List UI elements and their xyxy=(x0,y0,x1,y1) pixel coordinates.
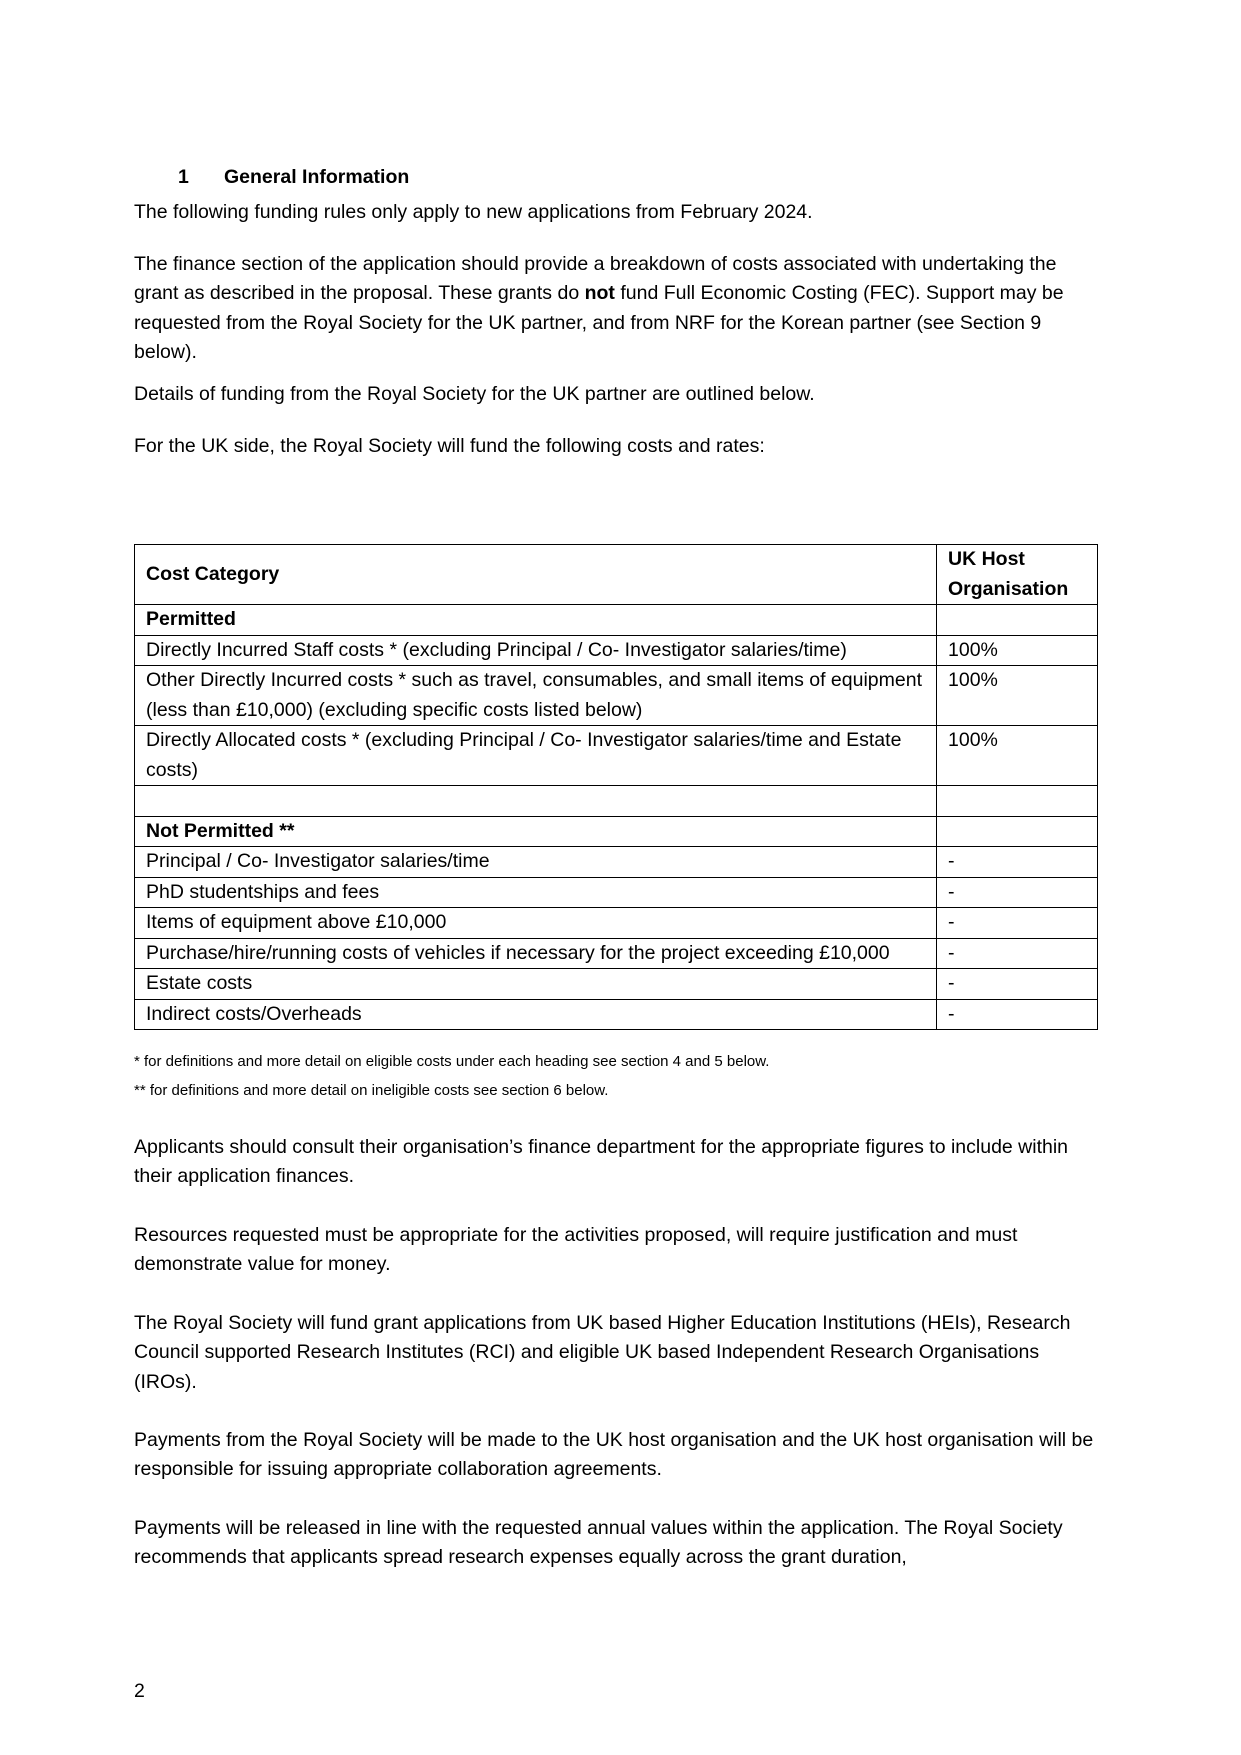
cost-category-cell: Indirect costs/Overheads xyxy=(135,999,937,1030)
empty-cell xyxy=(937,816,1098,847)
paragraph-consult-finance: Applicants should consult their organisation’s finance department for the appropriate figures to include within their application finances. xyxy=(134,1136,1069,1188)
table-row xyxy=(135,938,1098,969)
cost-category-cell: Purchase/hire/running costs of vehicles if necessary for the project exceeding £10,000 xyxy=(135,938,937,969)
paragraph-payments-host: Payments from the Royal Society will be made to the UK host organisation and the UK host organisation will be responsible for issuing appropriate collaboration agreements. xyxy=(134,1429,1094,1481)
table-section-row-permitted xyxy=(135,605,1098,636)
cost-category-cell: Other Directly Incurred costs * such as travel, consumables, and small items of equipment (less than £10,000) (excluding specific costs listed below) xyxy=(135,666,937,726)
cost-category-cell: Principal / Co- Investigator salaries/time xyxy=(135,847,937,878)
paragraph-uk-side-costs: For the UK side, the Royal Society will fund the following costs and rates: xyxy=(134,435,765,457)
page-number: 2 xyxy=(134,1680,145,1702)
host-rate-cell: 100% xyxy=(937,666,1098,726)
table-row xyxy=(135,666,1098,726)
paragraph-finance-text-end: fund Full Economic Costing (FEC). Support may be requested from the Royal Society for the UK partner, and from NRF for the Korean partner (see Section 9 below). xyxy=(134,282,1064,363)
section-number: 1 xyxy=(178,166,189,188)
footnote-ineligible-costs: ** for definitions and more detail on ineligible costs see section 6 below. xyxy=(134,1082,609,1099)
permitted-label: Permitted xyxy=(135,605,937,636)
header-uk-host-organisation: UK Host Organisation xyxy=(937,545,1098,605)
host-rate-cell: - xyxy=(937,999,1098,1030)
cost-category-cell: Directly Incurred Staff costs * (excluding Principal / Co- Investigator salaries/time) xyxy=(135,635,937,666)
table-row xyxy=(135,847,1098,878)
paragraph-uk-partner-details: Details of funding from the Royal Society for the UK partner are outlined below. xyxy=(134,383,815,405)
table-row xyxy=(135,999,1098,1030)
paragraph-finance-text-start: The finance section of the application should provide a breakdown of costs associated with undertaking the grant as described in the proposal. These grants do xyxy=(134,253,1057,305)
cost-category-cell: Directly Allocated costs * (excluding Principal / Co- Investigator salaries/time and Estate costs) xyxy=(135,726,937,786)
header-cost-category: Cost Category xyxy=(135,545,937,605)
table-row xyxy=(135,635,1098,666)
host-rate-cell: 100% xyxy=(937,726,1098,786)
section-heading xyxy=(178,166,409,189)
section-title: General Information xyxy=(224,166,410,188)
paragraph-finance-section xyxy=(134,250,1094,367)
table-row xyxy=(135,726,1098,786)
empty-cell xyxy=(937,786,1098,817)
emphasis-not: not xyxy=(584,282,615,305)
paragraph-eligible-institutions: The Royal Society will fund grant applications from UK based Higher Education Institutions (HEIs), Research Council supported Research Institutes (RCI) and eligible UK based Independent Research Organisations (IROs). xyxy=(134,1312,1071,1393)
host-rate-cell: - xyxy=(937,908,1098,939)
table-header-row xyxy=(135,545,1098,605)
table-blank-row xyxy=(135,786,1098,817)
host-rate-cell: - xyxy=(937,877,1098,908)
host-rate-cell: - xyxy=(937,847,1098,878)
table-section-row-not-permitted xyxy=(135,816,1098,847)
paragraph-funding-rules: The following funding rules only apply to new applications from February 2024. xyxy=(134,201,813,223)
empty-cell xyxy=(135,786,937,817)
host-rate-cell: 100% xyxy=(937,635,1098,666)
cost-category-cell: Estate costs xyxy=(135,969,937,1000)
table-row xyxy=(135,969,1098,1000)
not-permitted-label: Not Permitted ** xyxy=(135,816,937,847)
host-rate-cell: - xyxy=(937,938,1098,969)
host-rate-cell: - xyxy=(937,969,1098,1000)
empty-cell xyxy=(937,605,1098,636)
cost-category-cell: Items of equipment above £10,000 xyxy=(135,908,937,939)
footnote-eligible-costs: * for definitions and more detail on eligible costs under each heading see section 4 and 5 below. xyxy=(134,1053,770,1070)
table-row xyxy=(135,877,1098,908)
paragraph-payments-released: Payments will be released in line with the requested annual values within the application. The Royal Society recommends that applicants spread research expenses equally across the grant duration, xyxy=(134,1517,1063,1569)
table-row xyxy=(135,908,1098,939)
paragraph-resources-requested: Resources requested must be appropriate for the activities proposed, will require justification and must demonstrate value for money. xyxy=(134,1224,1018,1276)
cost-category-cell: PhD studentships and fees xyxy=(135,877,937,908)
cost-category-table xyxy=(134,544,1098,1030)
